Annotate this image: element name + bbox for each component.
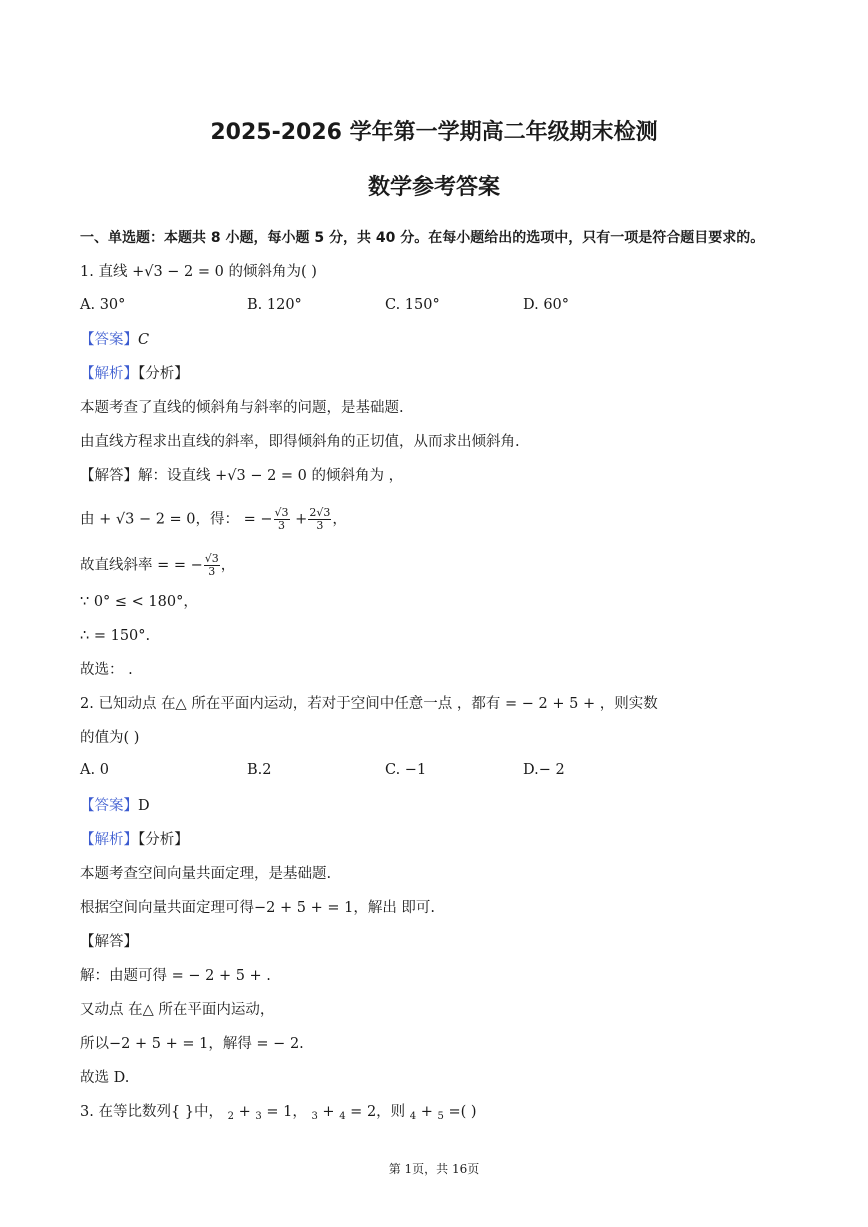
document-subtitle: 数学参考答案 [367, 175, 500, 200]
question-2-stem-cont: 的值为( ) [80, 730, 140, 746]
q1-analysis-label: 【解析】【分析】 [80, 366, 189, 382]
q1-answer: 【答案】C [80, 332, 150, 348]
q2-solution-line-4: 故选 D. [80, 1070, 130, 1086]
q2-analysis-line-2: 根据空间向量共面定理可得−2 + 5 + = 1，解出 即可. [80, 900, 436, 916]
fraction: $\frac{√3}{3}$ [204, 552, 219, 578]
q2-option-b: B.2 [247, 762, 272, 778]
q1-solution-line-3: 故直线斜率 = = − $\frac{√3}{3}$ ， [80, 552, 236, 578]
q1-analysis-line-2: 由直线方程求出直线的斜率，即得倾斜角的正切值，从而求出倾斜角. [80, 434, 520, 450]
fraction: $\frac{√3}{3}$ [274, 506, 289, 532]
q2-answer: 【答案】D [80, 798, 150, 814]
q2-solution-line-3: 所以−2 + 5 + = 1，解得 = − 2. [80, 1036, 304, 1052]
q2-option-c: C. −1 [385, 762, 427, 778]
question-2-stem: 2. 已知动点 在△ 所在平面内运动，若对于空间中任意一点 ，都有 = − 2 + 5 + ，则实数 [80, 696, 658, 712]
q1-option-c: C. 150° [385, 297, 440, 313]
q1-analysis-line-1: 本题考查了直线的倾斜角与斜率的问题，是基础题. [80, 400, 404, 416]
q1-solution-line-6: 故选： . [80, 662, 133, 678]
q1-solution-line-5: ∴ = 150°. [80, 628, 151, 644]
q1-option-b: B. 120° [247, 297, 302, 313]
q2-solution-line-1: 解：由题可得 = − 2 + 5 + . [80, 968, 271, 984]
q1-solution-line-4: ∵ 0° ≤ < 180°， [80, 594, 198, 610]
q1-option-a: A. 30° [80, 297, 126, 313]
question-3-stem: 3. 在等比数列{ }中， $_2$ + $_3$ = 1， $_3$ + $_4$ = 2，则 $_4$ + $_5$ =( ) [80, 1104, 477, 1122]
q1-solution-line-1: 【解答】解：设直线 +√3 − 2 = 0 的倾斜角为 ， [80, 468, 404, 484]
question-1-stem: 1. 直线 +√3 − 2 = 0 的倾斜角为( ) [80, 264, 317, 280]
page-footer: 第 1页，共 16页 [388, 1162, 480, 1176]
q2-solution-label: 【解答】 [80, 934, 138, 950]
q2-solution-line-2: 又动点 在△ 所在平面内运动， [80, 1002, 275, 1018]
q1-solution-line-2: 由 + √3 − 2 = 0，得： = − $\frac{√3}{3}$ + $\frac{2√3}{3}$ ， [80, 506, 347, 532]
document-title: 2025-2026 学年第一学期高二年级期末检测 [210, 120, 658, 145]
q2-analysis-label: 【解析】【分析】 [80, 832, 189, 848]
fraction: $\frac{2√3}{3}$ [309, 506, 331, 532]
q2-option-d: D.− 2 [523, 762, 565, 778]
section-heading: 一、单选题：本题共 8 小题，每小题 5 分，共 40 分。在每小题给出的选项中，只有一项是符合题目要求的。 [80, 230, 765, 246]
q2-analysis-line-1: 本题考查空间向量共面定理，是基础题. [80, 866, 332, 882]
q2-option-a: A. 0 [80, 762, 109, 778]
q1-option-d: D. 60° [523, 297, 570, 313]
